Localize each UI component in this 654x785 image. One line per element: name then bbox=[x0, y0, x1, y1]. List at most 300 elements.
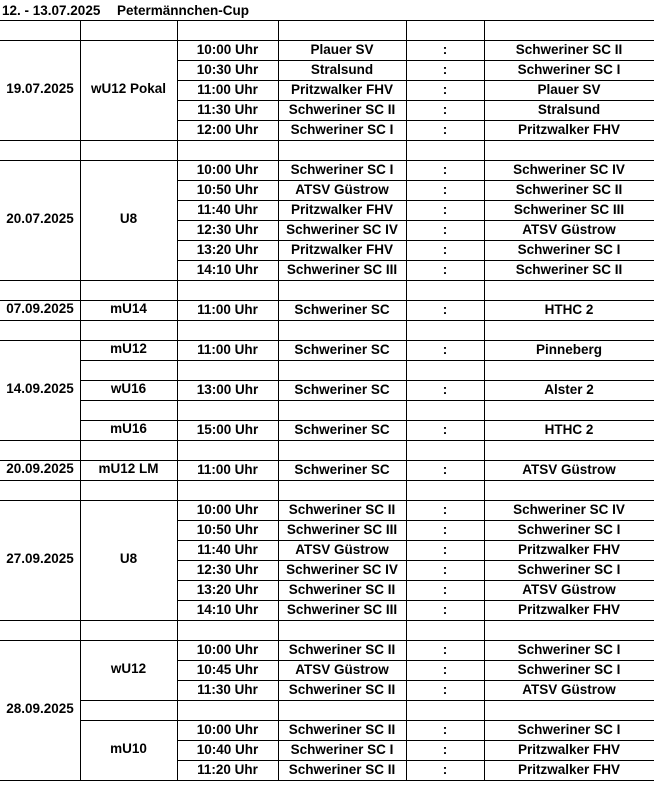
grid-line bbox=[177, 300, 178, 320]
grid-line bbox=[484, 460, 485, 480]
grid-line bbox=[406, 20, 407, 40]
grid-line bbox=[177, 320, 178, 340]
grid-line bbox=[278, 680, 279, 700]
grid-line bbox=[80, 360, 654, 361]
match-away-team: ATSV Güstrow bbox=[522, 222, 616, 237]
match-separator: : bbox=[442, 722, 448, 737]
match-time: 10:45 Uhr bbox=[196, 662, 259, 677]
category-label: mU16 bbox=[110, 421, 147, 436]
grid-line bbox=[406, 640, 407, 660]
match-away-team: ATSV Güstrow bbox=[522, 462, 616, 477]
match-home-team: Schweriner SC III bbox=[286, 262, 398, 277]
grid-line bbox=[177, 720, 178, 740]
grid-line bbox=[177, 140, 178, 160]
grid-line bbox=[484, 80, 485, 100]
grid-line bbox=[484, 380, 485, 400]
date-label: 28.09.2025 bbox=[6, 701, 74, 716]
match-time: 10:50 Uhr bbox=[196, 522, 259, 537]
grid-line bbox=[406, 160, 407, 180]
match-home-team: Pritzwalker FHV bbox=[290, 242, 394, 257]
grid-line bbox=[406, 380, 407, 400]
grid-line bbox=[406, 680, 407, 700]
match-home-team: Schweriner SC I bbox=[290, 742, 394, 757]
grid-line bbox=[484, 200, 485, 220]
grid-line bbox=[177, 480, 178, 500]
grid-line bbox=[278, 440, 279, 460]
grid-line bbox=[80, 700, 81, 720]
grid-line bbox=[177, 600, 178, 620]
match-home-team: Schweriner SC I bbox=[290, 162, 394, 177]
grid-line bbox=[484, 400, 485, 420]
grid-line bbox=[278, 180, 279, 200]
category-label: wU12 Pokal bbox=[90, 81, 167, 96]
match-home-team: ATSV Güstrow bbox=[295, 182, 389, 197]
grid-line bbox=[484, 100, 485, 120]
grid-line bbox=[484, 280, 485, 300]
grid-line bbox=[278, 300, 279, 320]
match-separator: : bbox=[442, 462, 448, 477]
grid-line bbox=[177, 60, 178, 80]
grid-line bbox=[177, 160, 178, 180]
grid-line bbox=[177, 640, 178, 660]
grid-line bbox=[0, 20, 654, 21]
match-separator: : bbox=[442, 82, 448, 97]
grid-line bbox=[177, 580, 178, 600]
grid-line bbox=[484, 440, 485, 460]
match-home-team: Schweriner SC bbox=[294, 382, 390, 397]
match-time: 11:20 Uhr bbox=[197, 762, 258, 777]
grid-line bbox=[278, 200, 279, 220]
grid-line bbox=[406, 320, 407, 340]
grid-line bbox=[177, 400, 178, 420]
match-time: 12:30 Uhr bbox=[196, 562, 259, 577]
match-away-team: Alster 2 bbox=[544, 382, 594, 397]
grid-line bbox=[406, 280, 407, 300]
grid-line bbox=[484, 240, 485, 260]
grid-line bbox=[80, 160, 81, 280]
grid-line bbox=[278, 340, 279, 360]
grid-line bbox=[278, 560, 279, 580]
grid-line bbox=[80, 340, 81, 360]
grid-line bbox=[406, 60, 407, 80]
match-away-team: ATSV Güstrow bbox=[522, 582, 616, 597]
grid-line bbox=[406, 740, 407, 760]
grid-line bbox=[484, 680, 485, 700]
grid-line bbox=[278, 520, 279, 540]
grid-line bbox=[177, 700, 178, 720]
grid-line bbox=[484, 120, 485, 140]
grid-line bbox=[80, 720, 81, 780]
match-home-team: Schweriner SC II bbox=[288, 682, 396, 697]
grid-line bbox=[80, 20, 81, 40]
grid-line bbox=[278, 20, 279, 40]
match-away-team: Schweriner SC IV bbox=[513, 502, 625, 517]
match-separator: : bbox=[442, 502, 448, 517]
grid-line bbox=[80, 280, 81, 300]
match-separator: : bbox=[442, 742, 448, 757]
grid-line bbox=[406, 720, 407, 740]
match-home-team: Schweriner SC bbox=[294, 422, 390, 437]
match-away-team: Pritzwalker FHV bbox=[517, 122, 621, 137]
match-home-team: Schweriner SC III bbox=[286, 602, 398, 617]
grid-line bbox=[484, 560, 485, 580]
match-separator: : bbox=[442, 562, 448, 577]
grid-line bbox=[80, 400, 654, 401]
grid-line bbox=[484, 260, 485, 280]
grid-line bbox=[406, 760, 407, 780]
match-separator: : bbox=[442, 262, 448, 277]
grid-line bbox=[177, 560, 178, 580]
grid-line bbox=[484, 220, 485, 240]
grid-line bbox=[406, 440, 407, 460]
grid-line bbox=[484, 60, 485, 80]
match-separator: : bbox=[442, 242, 448, 257]
grid-line bbox=[406, 480, 407, 500]
match-separator: : bbox=[442, 522, 448, 537]
grid-line bbox=[484, 540, 485, 560]
grid-line bbox=[484, 620, 485, 640]
match-away-team: Schweriner SC I bbox=[517, 242, 621, 257]
match-time: 10:00 Uhr bbox=[196, 642, 259, 657]
grid-line bbox=[406, 460, 407, 480]
grid-line bbox=[278, 740, 279, 760]
header-dates: 12. - 13.07.2025 bbox=[2, 3, 101, 18]
grid-line bbox=[80, 440, 81, 460]
grid-line bbox=[278, 280, 279, 300]
grid-line bbox=[278, 720, 279, 740]
grid-line bbox=[80, 620, 81, 640]
grid-line bbox=[80, 300, 81, 320]
match-home-team: Plauer SV bbox=[310, 42, 374, 57]
match-away-team: Pinneberg bbox=[535, 342, 602, 357]
date-label: 19.07.2025 bbox=[6, 81, 74, 96]
header-row bbox=[0, 0, 654, 21]
match-separator: : bbox=[442, 182, 448, 197]
grid-line bbox=[406, 100, 407, 120]
grid-line bbox=[0, 440, 654, 441]
match-home-team: Schweriner SC II bbox=[288, 722, 396, 737]
match-separator: : bbox=[442, 202, 448, 217]
grid-line bbox=[406, 580, 407, 600]
match-home-team: Schweriner SC IV bbox=[286, 222, 398, 237]
match-away-team: HTHC 2 bbox=[544, 422, 594, 437]
match-home-team: Schweriner SC II bbox=[288, 642, 396, 657]
grid-line bbox=[484, 580, 485, 600]
match-away-team: Schweriner SC I bbox=[517, 562, 621, 577]
match-away-team: Pritzwalker FHV bbox=[517, 742, 621, 757]
match-home-team: ATSV Güstrow bbox=[295, 542, 389, 557]
grid-line bbox=[484, 40, 485, 60]
match-home-team: Schweriner SC II bbox=[288, 502, 396, 517]
match-time: 10:40 Uhr bbox=[196, 742, 259, 757]
grid-line bbox=[0, 140, 654, 141]
grid-line bbox=[80, 360, 81, 380]
grid-line bbox=[177, 220, 178, 240]
grid-line bbox=[278, 160, 279, 180]
grid-line bbox=[278, 640, 279, 660]
match-separator: : bbox=[442, 542, 448, 557]
category-label: U8 bbox=[119, 551, 138, 566]
match-away-team: Schweriner SC I bbox=[517, 642, 621, 657]
grid-line bbox=[278, 600, 279, 620]
match-away-team: HTHC 2 bbox=[544, 302, 594, 317]
grid-line bbox=[406, 200, 407, 220]
date-label: 20.07.2025 bbox=[6, 211, 74, 226]
match-time: 11:30 Uhr bbox=[197, 682, 258, 697]
match-away-team: ATSV Güstrow bbox=[522, 682, 616, 697]
match-time: 13:20 Uhr bbox=[196, 242, 259, 257]
match-away-team: Pritzwalker FHV bbox=[517, 762, 621, 777]
grid-line bbox=[278, 460, 279, 480]
grid-line bbox=[278, 660, 279, 680]
grid-line bbox=[177, 540, 178, 560]
grid-line bbox=[80, 320, 81, 340]
grid-line bbox=[177, 240, 178, 260]
match-home-team: Schweriner SC IV bbox=[286, 562, 398, 577]
grid-line bbox=[406, 240, 407, 260]
grid-line bbox=[177, 740, 178, 760]
grid-line bbox=[177, 40, 178, 60]
grid-line bbox=[80, 400, 81, 420]
match-home-team: Pritzwalker FHV bbox=[290, 202, 394, 217]
grid-line bbox=[278, 540, 279, 560]
match-time: 13:20 Uhr bbox=[196, 582, 259, 597]
match-separator: : bbox=[442, 382, 448, 397]
grid-line bbox=[177, 80, 178, 100]
match-home-team: Schweriner SC II bbox=[288, 762, 396, 777]
match-time: 10:30 Uhr bbox=[196, 62, 259, 77]
grid-line bbox=[484, 500, 485, 520]
grid-line bbox=[0, 280, 654, 281]
grid-line bbox=[177, 120, 178, 140]
grid-line bbox=[484, 480, 485, 500]
grid-line bbox=[278, 60, 279, 80]
grid-line bbox=[0, 480, 654, 481]
category-label: mU10 bbox=[110, 741, 147, 756]
match-away-team: Schweriner SC II bbox=[515, 262, 623, 277]
grid-line bbox=[484, 660, 485, 680]
grid-line bbox=[80, 40, 81, 140]
match-time: 11:00 Uhr bbox=[197, 82, 258, 97]
match-home-team: Schweriner SC bbox=[294, 302, 390, 317]
match-home-team: Schweriner SC III bbox=[286, 522, 398, 537]
grid-line bbox=[406, 400, 407, 420]
grid-line bbox=[80, 500, 81, 620]
grid-line bbox=[406, 80, 407, 100]
grid-line bbox=[484, 320, 485, 340]
match-away-team: Schweriner SC I bbox=[517, 522, 621, 537]
match-time: 13:00 Uhr bbox=[196, 382, 259, 397]
grid-line bbox=[278, 400, 279, 420]
grid-line bbox=[484, 300, 485, 320]
grid-line bbox=[406, 560, 407, 580]
grid-line bbox=[484, 420, 485, 440]
match-away-team: Schweriner SC II bbox=[515, 182, 623, 197]
grid-line bbox=[406, 300, 407, 320]
grid-line bbox=[278, 380, 279, 400]
grid-line bbox=[278, 500, 279, 520]
grid-line bbox=[484, 340, 485, 360]
date-label: 07.09.2025 bbox=[6, 301, 74, 316]
grid-line bbox=[406, 620, 407, 640]
grid-line bbox=[406, 540, 407, 560]
grid-line bbox=[484, 140, 485, 160]
grid-line bbox=[278, 100, 279, 120]
grid-line bbox=[406, 660, 407, 680]
match-away-team: Schweriner SC III bbox=[513, 202, 625, 217]
category-label: mU12 LM bbox=[98, 461, 159, 476]
grid-line bbox=[80, 420, 81, 440]
category-label: mU14 bbox=[110, 301, 147, 316]
match-time: 12:30 Uhr bbox=[196, 222, 259, 237]
match-away-team: Pritzwalker FHV bbox=[517, 602, 621, 617]
match-home-team: Schweriner SC bbox=[294, 462, 390, 477]
grid-line bbox=[278, 360, 279, 380]
match-away-team: Schweriner SC IV bbox=[513, 162, 625, 177]
match-separator: : bbox=[442, 62, 448, 77]
grid-line bbox=[177, 100, 178, 120]
grid-line bbox=[484, 760, 485, 780]
grid-line bbox=[484, 640, 485, 660]
grid-line bbox=[484, 520, 485, 540]
grid-line bbox=[80, 700, 654, 701]
match-home-team: Schweriner SC bbox=[294, 342, 390, 357]
grid-line bbox=[177, 20, 178, 40]
grid-line bbox=[406, 600, 407, 620]
match-time: 10:00 Uhr bbox=[196, 42, 259, 57]
grid-line bbox=[278, 80, 279, 100]
grid-line bbox=[177, 260, 178, 280]
match-time: 11:40 Uhr bbox=[197, 202, 258, 217]
grid-line bbox=[177, 420, 178, 440]
date-label: 14.09.2025 bbox=[6, 381, 74, 396]
match-home-team: ATSV Güstrow bbox=[295, 662, 389, 677]
match-away-team: Schweriner SC II bbox=[515, 42, 623, 57]
match-away-team: Schweriner SC I bbox=[517, 62, 621, 77]
grid-line bbox=[406, 180, 407, 200]
grid-line bbox=[484, 600, 485, 620]
grid-line bbox=[484, 700, 485, 720]
match-time: 14:10 Uhr bbox=[196, 262, 259, 277]
match-time: 15:00 Uhr bbox=[196, 422, 259, 437]
match-away-team: Schweriner SC I bbox=[517, 722, 621, 737]
grid-line bbox=[0, 320, 654, 321]
grid-line bbox=[484, 740, 485, 760]
grid-line bbox=[278, 620, 279, 640]
match-time: 11:00 Uhr bbox=[197, 462, 258, 477]
grid-line bbox=[278, 240, 279, 260]
match-away-team: Schweriner SC I bbox=[517, 662, 621, 677]
match-separator: : bbox=[442, 222, 448, 237]
grid-line bbox=[484, 180, 485, 200]
match-home-team: Schweriner SC II bbox=[288, 582, 396, 597]
match-time: 10:00 Uhr bbox=[196, 502, 259, 517]
grid-line bbox=[177, 440, 178, 460]
grid-line bbox=[278, 420, 279, 440]
grid-line bbox=[177, 680, 178, 700]
match-time: 11:00 Uhr bbox=[197, 342, 258, 357]
grid-line bbox=[278, 320, 279, 340]
grid-line bbox=[177, 360, 178, 380]
match-separator: : bbox=[442, 42, 448, 57]
match-separator: : bbox=[442, 422, 448, 437]
grid-line bbox=[177, 660, 178, 680]
grid-line bbox=[278, 760, 279, 780]
match-home-team: Stralsund bbox=[310, 62, 374, 77]
match-home-team: Pritzwalker FHV bbox=[290, 82, 394, 97]
grid-line bbox=[484, 360, 485, 380]
grid-line bbox=[278, 120, 279, 140]
grid-line bbox=[406, 700, 407, 720]
match-separator: : bbox=[442, 762, 448, 777]
match-time: 10:00 Uhr bbox=[196, 722, 259, 737]
match-away-team: Plauer SV bbox=[537, 82, 601, 97]
grid-line bbox=[278, 580, 279, 600]
grid-line bbox=[278, 40, 279, 60]
grid-line bbox=[406, 520, 407, 540]
match-time: 11:00 Uhr bbox=[197, 302, 258, 317]
grid-line bbox=[80, 380, 81, 400]
grid-line bbox=[484, 20, 485, 40]
category-label: U8 bbox=[119, 211, 138, 226]
match-separator: : bbox=[442, 342, 448, 357]
grid-line bbox=[406, 120, 407, 140]
match-separator: : bbox=[442, 602, 448, 617]
grid-line bbox=[177, 280, 178, 300]
date-label: 27.09.2025 bbox=[6, 551, 74, 566]
grid-line bbox=[406, 500, 407, 520]
header-title: Petermännchen-Cup bbox=[117, 3, 250, 18]
match-separator: : bbox=[442, 662, 448, 677]
match-separator: : bbox=[442, 302, 448, 317]
match-time: 10:50 Uhr bbox=[196, 182, 259, 197]
match-separator: : bbox=[442, 642, 448, 657]
grid-line bbox=[406, 340, 407, 360]
category-label: mU12 bbox=[110, 341, 147, 356]
category-label: wU16 bbox=[110, 381, 147, 396]
date-label: 20.09.2025 bbox=[6, 461, 74, 476]
grid-line bbox=[278, 700, 279, 720]
grid-line bbox=[0, 780, 654, 781]
grid-line bbox=[406, 220, 407, 240]
grid-line bbox=[177, 500, 178, 520]
grid-line bbox=[177, 180, 178, 200]
grid-line bbox=[406, 140, 407, 160]
match-time: 12:00 Uhr bbox=[196, 122, 259, 137]
grid-line bbox=[177, 380, 178, 400]
match-home-team: Schweriner SC II bbox=[288, 102, 396, 117]
grid-line bbox=[484, 160, 485, 180]
grid-line bbox=[484, 720, 485, 740]
match-separator: : bbox=[442, 582, 448, 597]
grid-line bbox=[278, 260, 279, 280]
grid-line bbox=[406, 40, 407, 60]
grid-line bbox=[406, 420, 407, 440]
match-away-team: Pritzwalker FHV bbox=[517, 542, 621, 557]
match-separator: : bbox=[442, 102, 448, 117]
grid-line bbox=[177, 340, 178, 360]
match-time: 10:00 Uhr bbox=[196, 162, 259, 177]
grid-line bbox=[80, 140, 81, 160]
grid-line bbox=[177, 620, 178, 640]
grid-line bbox=[278, 220, 279, 240]
match-time: 11:40 Uhr bbox=[197, 542, 258, 557]
grid-line bbox=[80, 460, 81, 480]
grid-line bbox=[406, 360, 407, 380]
match-separator: : bbox=[442, 682, 448, 697]
match-time: 11:30 Uhr bbox=[197, 102, 258, 117]
grid-line bbox=[177, 760, 178, 780]
